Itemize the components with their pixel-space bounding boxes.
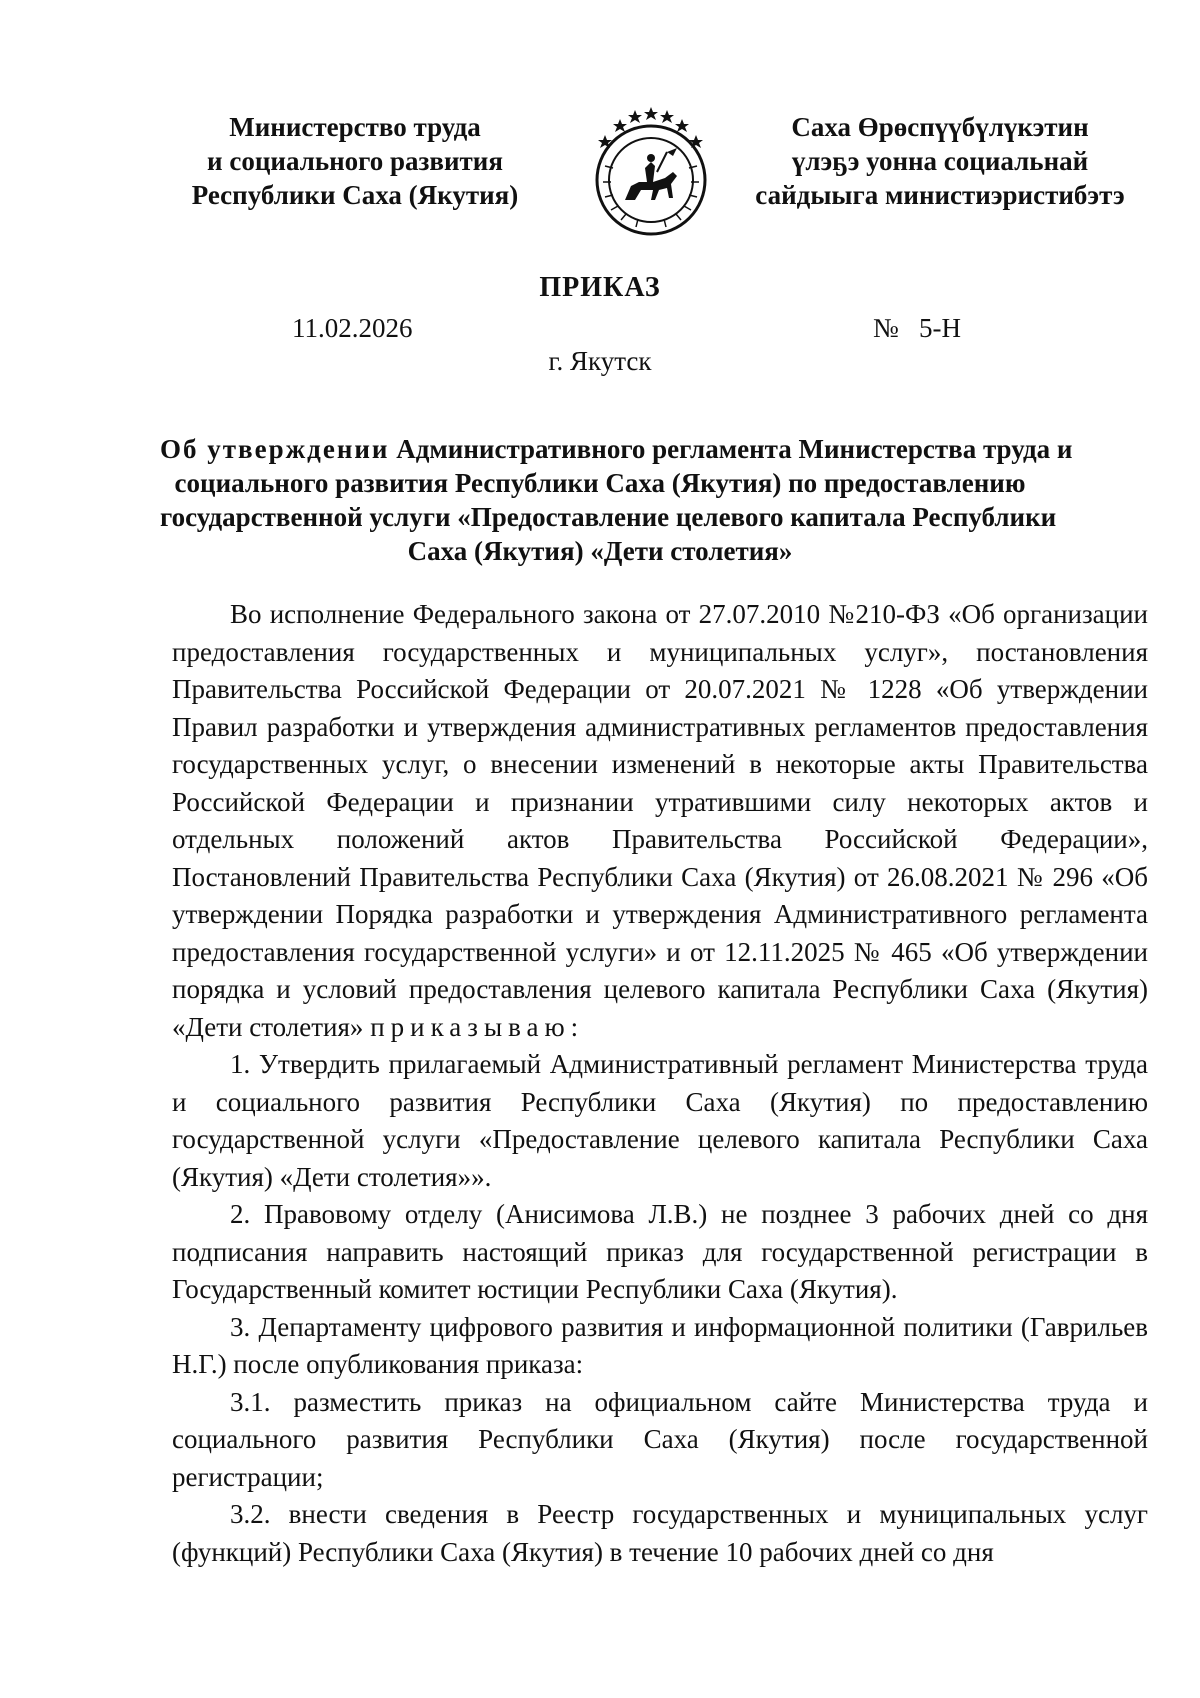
order-item-3: 3. Департаменту цифрового развития и информационной политики (Гаврильев Н.Г.) после опубликования приказа: <box>172 1311 1148 1379</box>
document-heading <box>160 432 1073 568</box>
order-item-3-1: 3.1. разместить приказ на официальном сайте Министерства труда и социального развития Республики Саха (Якутия) после государственной регистрации; <box>172 1386 1148 1492</box>
ministry-name-yakut <box>745 110 1135 212</box>
ministry-name-ru-line1: Министерство труда <box>229 112 481 142</box>
ministry-name-sah-line2: үлэҕэ уонна социальнай <box>791 146 1089 176</box>
order-date: 11.02.2026 <box>292 313 413 343</box>
heading-line4: Саха (Якутия) «Дети столетия» <box>407 536 793 566</box>
order-item-2: 2. Правовому отделу (Анисимова Л.В.) не позднее 3 рабочих дней со дня подписания направить настоящий приказ для государственной регистрации в Государственный комитет юстиции Республики Саха (Якутия). <box>172 1199 1148 1304</box>
order-item-1: 1. Утвердить прилагаемый Административный регламент Министерства труда и социального развития Республики Саха (Якутия) по предоставлению государственной услуги «Предоставление целевого капитала Республики Саха (Якутия) «Дети столетия»». <box>172 1049 1148 1192</box>
document-body <box>172 596 1148 1571</box>
order-number-sign: № <box>873 313 899 343</box>
preamble-text: Во исполнение Федерального закона от 27.07.2010 №210-ФЗ «Об организации предоставления государственных и муниципальных услуг», постановления Правительства Российской Федерации от 20.07.2021 № 1228 «Об утверждении Правил разработки и утверждения административных регламентов предоставления государственных услуг, о внесении изменений в некоторые акты Правительства Российской Федерации и признании утратившими силу некоторых актов и отдельных положений актов Правительства Российской Федерации», Постановлений Правительства Республики Саха (Якутия) от 26.08.2021 № 296 «Об утверждении Порядка разработки и утверждения Административного регламента предоставления государственной услуги» и от 12.11.2025 № 465 «Об утверждении порядка и условий предоставления целевого капитала Республики Саха (Якутия) «Дети столетия» <box>172 599 1148 1042</box>
order-item-3-2: 3.2. внести сведения в Реестр государственных и муниципальных услуг (функций) Республики Саха (Якутия) в течение 10 рабочих дней со дня <box>172 1499 1148 1567</box>
order-number-value: 5-Н <box>919 313 962 343</box>
ministry-name-sah-line1: Саха Өрөспүүбүлүкэтин <box>791 112 1089 142</box>
heading-line1-lead: Об утверждении <box>160 434 390 464</box>
order-title: ПРИКАЗ <box>539 272 661 303</box>
heading-line1 <box>160 432 1073 466</box>
preamble-paragraph <box>172 596 1148 1046</box>
ordering-word: приказываю: <box>370 1011 585 1042</box>
ministry-name-russian <box>175 110 535 212</box>
order-city: г. Якутск <box>548 346 652 376</box>
order-number <box>873 313 961 344</box>
heading-line3: государственной услуги «Предоставление целевого капитала Республики <box>160 502 1057 532</box>
ministry-name-ru-line3: Республики Саха (Якутия) <box>191 180 519 210</box>
ministry-name-ru-line2: и социального развития <box>207 146 503 176</box>
ministry-name-sah-line3: сайдыыга министиэристибэтэ <box>755 180 1125 210</box>
sakha-yakutia-coat-of-arms-icon <box>581 102 721 242</box>
heading-line1-rest: Административного регламента Министерства труда и <box>389 434 1073 464</box>
heading-line2: социального развития Республики Саха (Якутия) по предоставлению <box>174 468 1026 498</box>
